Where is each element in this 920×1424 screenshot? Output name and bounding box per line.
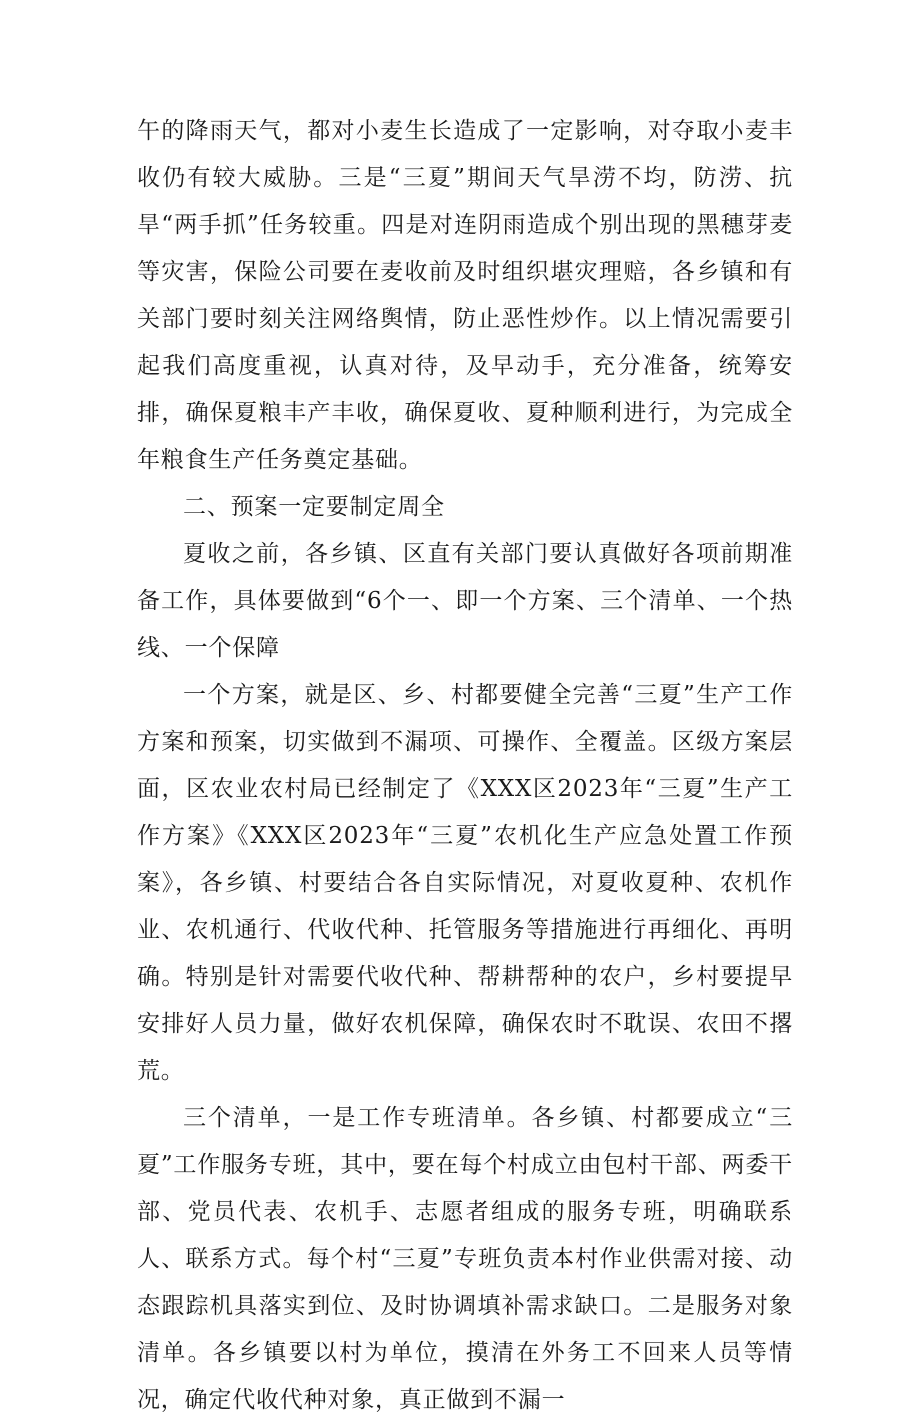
paragraph-weather-risks: 午的降雨天气，都对小麦生长造成了一定影响，对夺取小麦丰收仍有较大威胁。三是“三夏”期间天气旱涝不均，防涝、抗旱“两手抓”任务较重。四是对连阴雨造成个别出现的黑穗芽麦等灾害，保险公司要在麦收前及时组织堪灾理赔，各乡镇和有关部门要时刻关注网络舆情，防止恶性炒作。以上情况需要引起我们高度重视，认真对待，及早动手，充分准备，统筹安排，确保夏粮丰产丰收，确保夏收、夏种顺利进行，为完成全年粮食生产任务奠定基础。: [137, 118, 793, 473]
paragraph-one-plan: 一个方案，就是区、乡、村都要健全完善“三夏”生产工作方案和预案，切实做到不漏项、可操作、全覆盖。区级方案层面，区农业农村局已经制定了《XXX区2023年“三夏”生产工作方案》《XXX区2023年“三夏”农机化生产应急处置工作预案》，各乡镇、村要结合各自实际情况，对夏收夏种、农机作业、农机通行、代收代种、托管服务等措施进行再细化、再明确。特别是针对需要代收代种、帮耕帮种的农户，乡村要提早安排好人员力量，做好农机保障，确保农时不耽误、农田不撂荒。: [137, 682, 793, 1084]
section-heading-plan: 二、预案一定要制定周全: [183, 494, 445, 520]
paragraph-three-lists: 三个清单，一是工作专班清单。各乡镇、村都要成立“三夏”工作服务专班，其中，要在每个村成立由包村干部、两委干部、党员代表、农机手、志愿者组成的服务专班，明确联系人、联系方式。每个村“三夏”专班负责本村作业供需对接、动态跟踪机具落实到位、及时协调填补需求缺口。二是服务对象清单。各乡镇要以村为单位，摸清在外务工不回来人员等情况，确定代收代种对象，真正做到不漏一: [137, 1105, 793, 1413]
document-body: [137, 108, 793, 1424]
paragraph-preparation: 夏收之前，各乡镇、区直有关部门要认真做好各项前期准备工作，具体要做到“6个一、即一个方案、三个清单、一个热线、一个保障: [137, 541, 793, 661]
